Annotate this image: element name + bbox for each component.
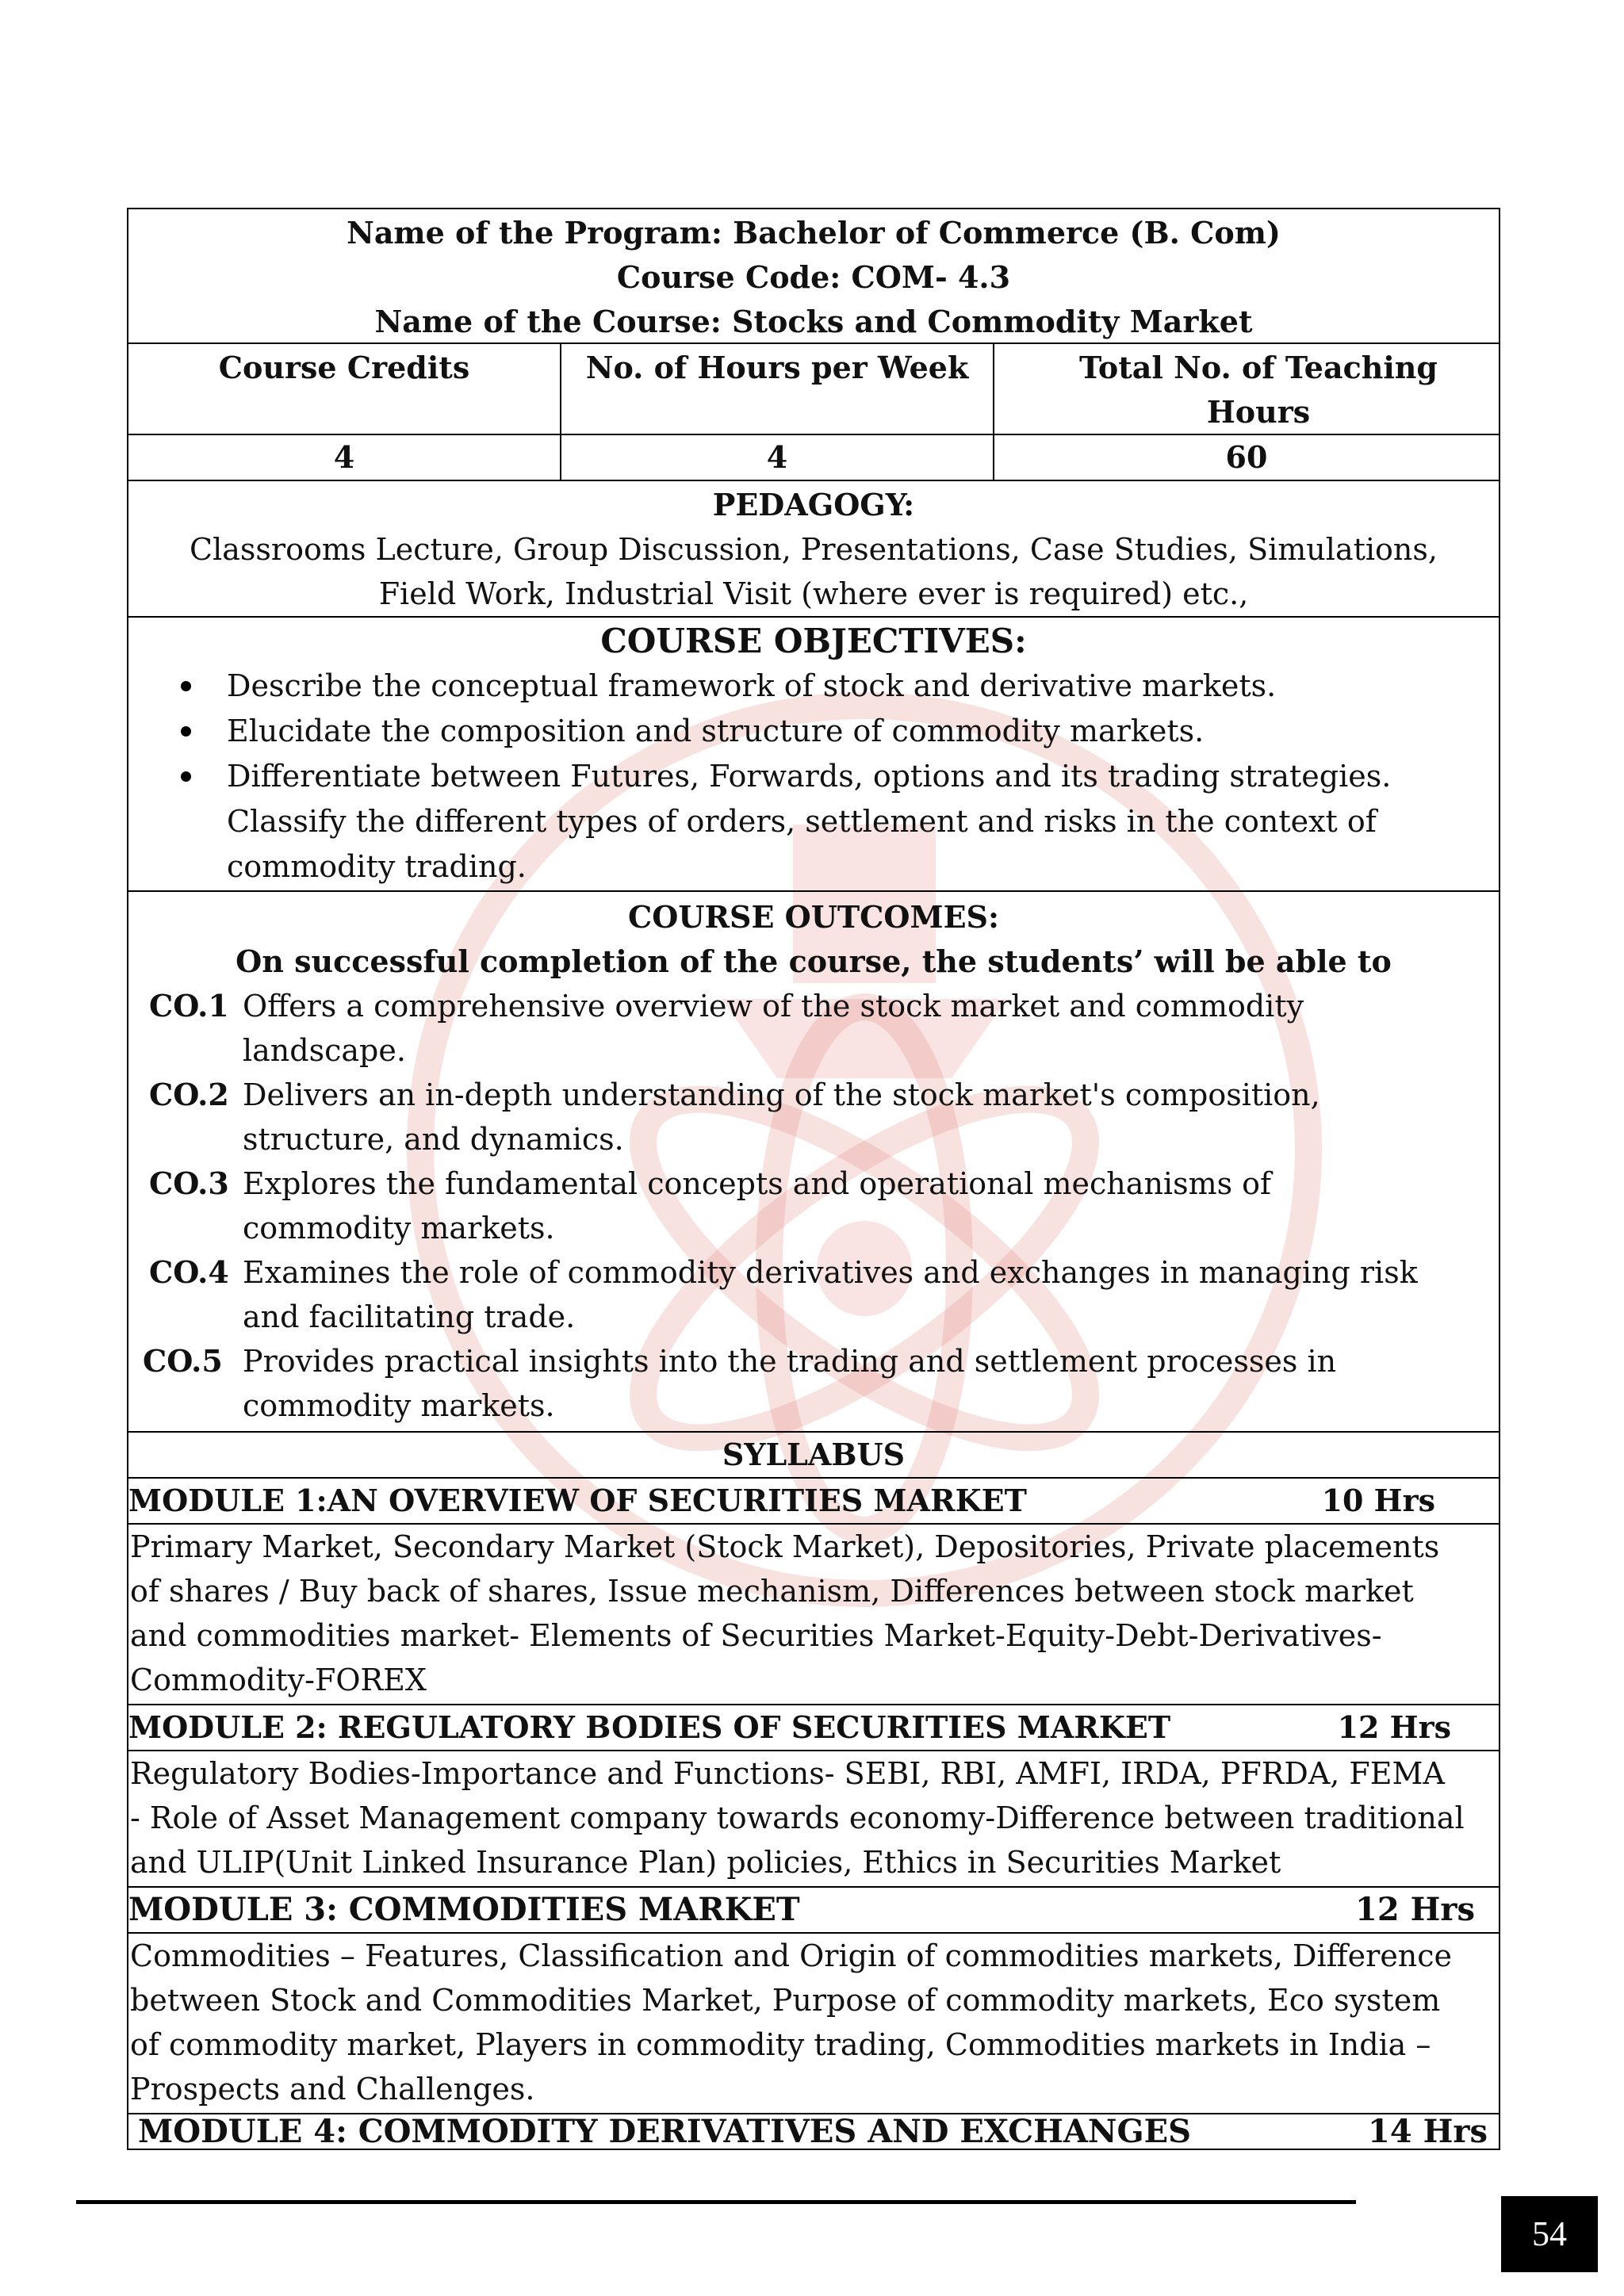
syllabus-header-row	[128, 1433, 1499, 1479]
module-title: MODULE 4: COMMODITY DERIVATIVES AND EXCHANGES	[138, 2113, 1191, 2150]
course-code: Course Code: COM- 4.3	[616, 259, 1011, 295]
total-hours-header: Total No. of Teaching	[1078, 350, 1438, 385]
module-content-line: Commodity-FOREX	[130, 1663, 427, 1697]
module-content-line: of shares / Buy back of shares, Issue mechanism, Differences between stock market	[130, 1574, 1414, 1609]
pedagogy-line: Classrooms Lecture, Group Discussion, Presentations, Case Studies, Simulations,	[190, 532, 1438, 567]
module-content-row	[128, 1934, 1499, 2114]
course-table	[127, 208, 1500, 2150]
objective-item: Describe the conceptual framework of stock and derivative markets.	[227, 664, 1499, 709]
credits-header-row	[128, 344, 1499, 435]
total-hours-value-cell	[994, 435, 1499, 480]
objectives-list	[128, 664, 1499, 890]
module-hours: 14 Hrs	[1368, 2113, 1488, 2150]
module-content-line: of commodity market, Players in commodity trading, Commodities markets in India –	[130, 2027, 1431, 2062]
bullet-icon	[181, 771, 191, 782]
total-hours-header-cell	[994, 344, 1499, 434]
outcome-item: CO.2 Delivers an in-depth understanding of the stock market's composition, structure, and dynamics.	[128, 1073, 1499, 1161]
module-title: MODULE 3: COMMODITIES MARKET	[128, 1891, 800, 1928]
outcomes-intro: On successful completion of the course, the students’ will be able to	[236, 943, 1392, 979]
course-title-block	[128, 209, 1499, 344]
module-content-line: between Stock and Commodities Market, Purpose of commodity markets, Eco system	[130, 1983, 1441, 2018]
objective-item: Differentiate between Futures, Forwards, options and its trading strategies.	[227, 754, 1499, 799]
syllabus-title: SYLLABUS	[722, 1437, 906, 1472]
outcome-item: CO.3 Explores the fundamental concepts and operational mechanisms of commodity markets.	[128, 1161, 1499, 1250]
module-content-line: Primary Market, Secondary Market (Stock Market), Depositories, Private placements	[130, 1529, 1440, 1564]
module-heading	[128, 1705, 1499, 1748]
credits-header-cell	[128, 344, 561, 434]
module-content-line: Regulatory Bodies-Importance and Functions- SEBI, RBI, AMFI, IRDA, PFRDA, FEMA	[130, 1756, 1445, 1791]
module-content-row	[128, 1751, 1499, 1888]
objectives-section	[128, 618, 1499, 892]
module-hours: 12 Hrs	[1355, 1891, 1475, 1928]
module-title-row	[128, 1888, 1499, 1934]
outcome-item: CO.1 Offers a comprehensive overview of the stock market and commodity landscape.	[128, 984, 1499, 1073]
credits-value: 4	[333, 439, 355, 475]
objectives-title: COURSE OBJECTIVES:	[600, 622, 1027, 660]
hours-week-value-cell	[561, 435, 994, 480]
module-content-row	[128, 1525, 1499, 1705]
credits-values-row	[128, 435, 1499, 481]
pedagogy-line: Field Work, Industrial Visit (where ever is required) etc.,	[378, 576, 1249, 611]
module-heading	[128, 1479, 1499, 1521]
objective-item: Elucidate the composition and structure of commodity markets.	[227, 709, 1499, 754]
outcomes-title: COURSE OUTCOMES:	[627, 899, 1000, 935]
footer-rule	[76, 2200, 1356, 2204]
module-content-line: - Role of Asset Management company towards economy-Difference between traditional	[130, 1800, 1465, 1835]
objective-continuation: commodity trading.	[227, 849, 527, 884]
outcome-label: CO.2	[149, 1077, 229, 1112]
outcomes-section	[128, 892, 1499, 1433]
module-title-row	[128, 2114, 1499, 2149]
page-number: 54	[1501, 2196, 1598, 2272]
hours-per-week-header: No. of Hours per Week	[585, 350, 969, 385]
program-name: Name of the Program: Bachelor of Commerce (B. Com)	[347, 215, 1281, 251]
module-hours: 12 Hrs	[1337, 1709, 1451, 1745]
module-title: MODULE 2: REGULATORY BODIES OF SECURITIES MARKET	[128, 1709, 1171, 1745]
bullet-icon	[181, 726, 191, 737]
objective-continuation: Classify the different types of orders, settlement and risks in the context of	[227, 804, 1377, 839]
outcome-item: CO.5 Provides practical insights into the trading and settlement processes in commodity markets.	[128, 1339, 1499, 1428]
module-content-line: Prospects and Challenges.	[130, 2072, 535, 2107]
bullet-icon	[181, 681, 191, 691]
outcome-label: CO.1	[149, 988, 229, 1024]
hours-per-week-value: 4	[766, 439, 788, 475]
credits-value-cell	[128, 435, 561, 480]
hours-week-header-cell	[561, 344, 994, 434]
total-hours-value: 60	[1225, 439, 1268, 475]
module-heading	[128, 1888, 1499, 1931]
outcome-label: CO.5	[143, 1343, 223, 1379]
outcome-label: CO.4	[149, 1254, 229, 1290]
outcome-item: CO.4 Examines the role of commodity derivatives and exchanges in managing risk and facilitating trade.	[128, 1250, 1499, 1339]
credits-header: Course Credits	[218, 350, 470, 385]
module-title-row	[128, 1705, 1499, 1751]
pedagogy-title: PEDAGOGY:	[712, 487, 915, 522]
course-name: Name of the Course: Stocks and Commodity Market	[374, 304, 1253, 339]
module-hours: 10 Hrs	[1321, 1483, 1435, 1518]
module-content-line: and ULIP(Unit Linked Insurance Plan) policies, Ethics in Securities Market	[130, 1845, 1281, 1880]
total-hours-header-cont: Hours	[1206, 394, 1311, 430]
module-title: MODULE 1:AN OVERVIEW OF SECURITIES MARKET	[128, 1483, 1027, 1518]
pedagogy-section	[128, 481, 1499, 618]
module-title-row	[128, 1479, 1499, 1525]
module-content-line: Commodities – Features, Classification and Origin of commodities markets, Difference	[130, 1938, 1453, 1973]
outcome-label: CO.3	[149, 1165, 229, 1201]
module-heading	[128, 2114, 1499, 2148]
module-content-line: and commodities market- Elements of Securities Market-Equity-Debt-Derivatives-	[130, 1618, 1382, 1653]
